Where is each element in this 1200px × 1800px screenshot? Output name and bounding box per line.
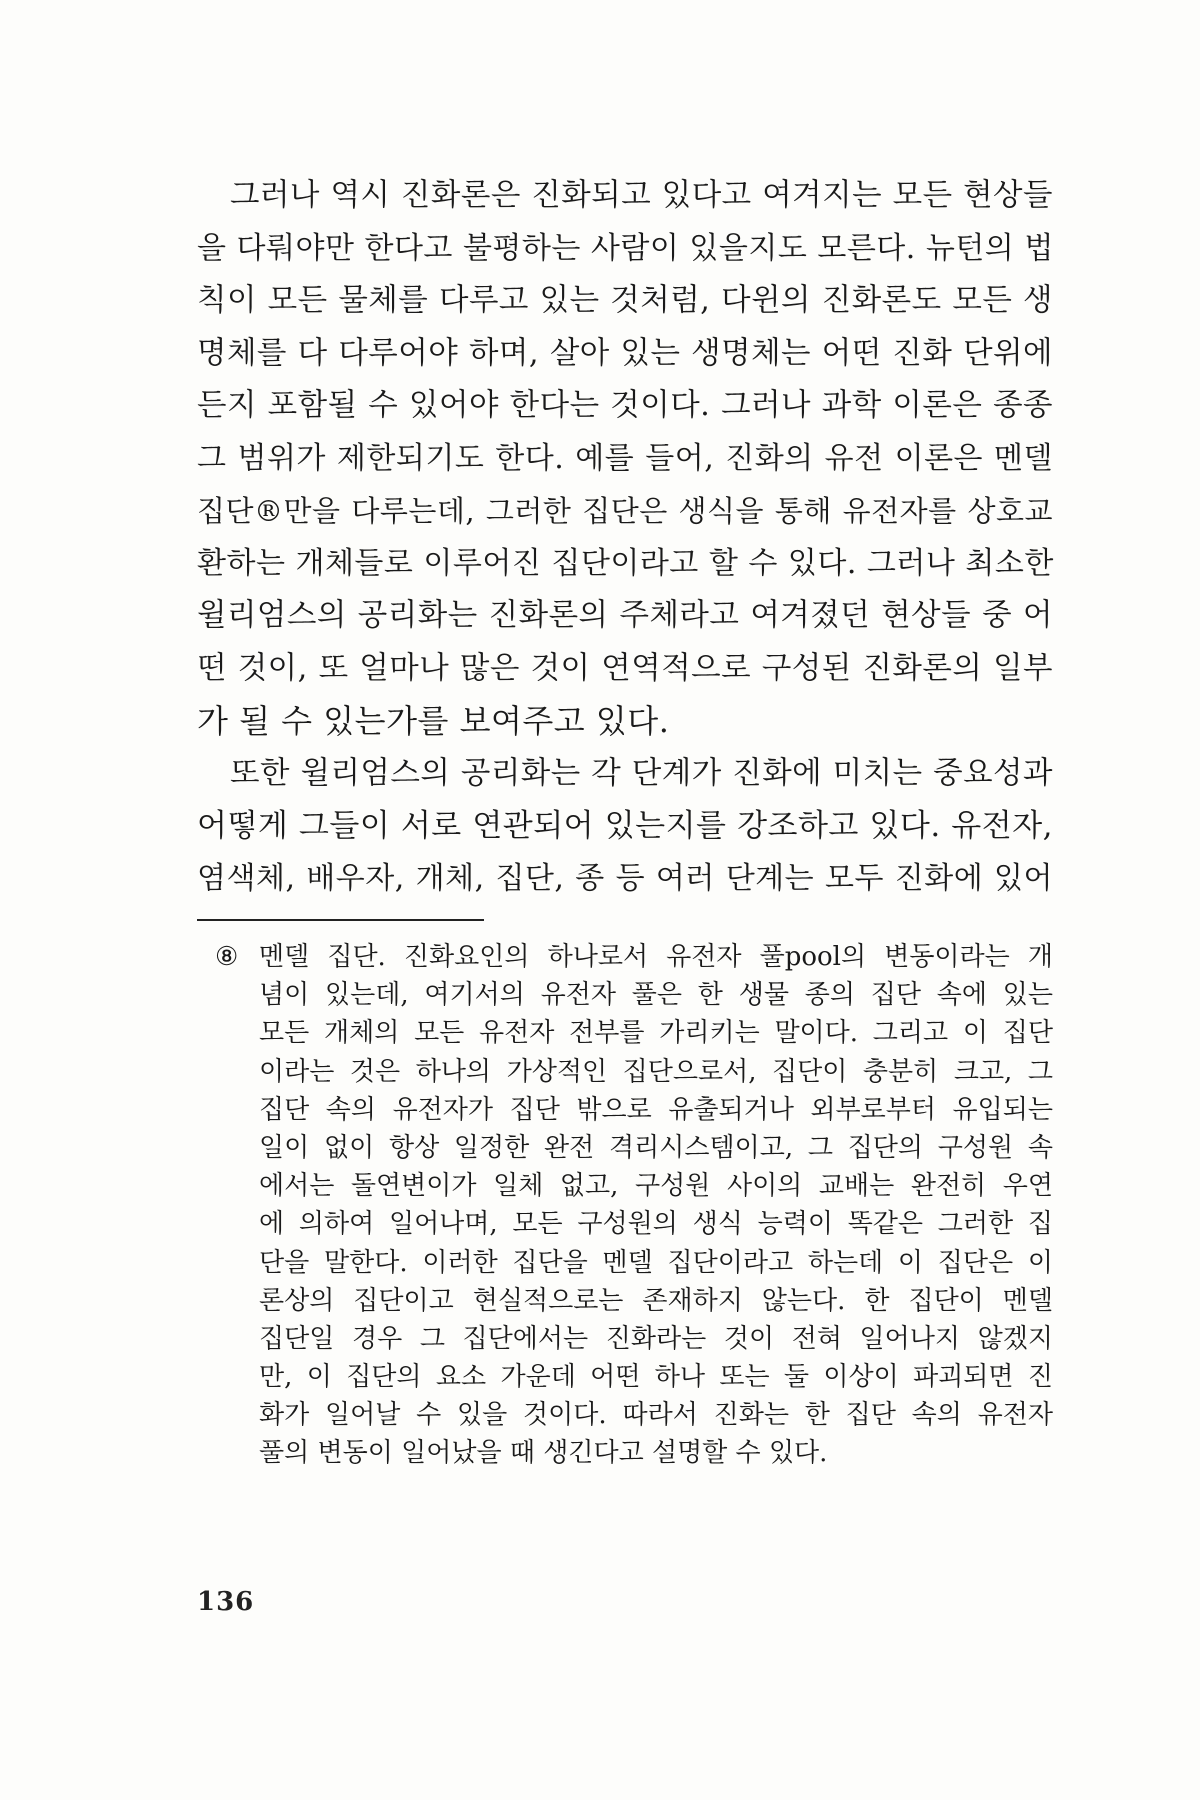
footnote-line: 화가 일어날 수 있을 것이다. 따라서 진화는 한 집단 속의 유전자: [259, 1400, 1053, 1431]
text-line: 집단®만을 다루는데, 그러한 집단은 생식을 통해 유전자를 상호교: [197, 494, 1053, 528]
footnote-divider: [197, 919, 484, 921]
footnote-text: 멘델 집단. 진화요인의 하나로서 유전자 풀pool의 변동이라는 개: [259, 942, 1053, 972]
footnote-line: 집단일 경우 그 집단에서는 진화라는 것이 전혀 일어나지 않겠지: [259, 1323, 1053, 1354]
text-line: 을 다뤄야만 한다고 불평하는 사람이 있을지도 모른다. 뉴턴의 법: [197, 230, 1054, 266]
footnote-line: 집단 속의 유전자가 집단 밖으로 유출되거나 외부로부터 유입되는: [259, 1094, 1053, 1125]
text-line: 칙이 모든 물체를 다루고 있는 것처럼, 다윈의 진화론도 모든 생: [197, 283, 1053, 318]
footnote-line: 에 의하여 일어나며, 모든 구성원의 생식 능력이 똑같은 그러한 집: [259, 1209, 1053, 1240]
footnote-line: 론상의 집단이고 현실적으로는 존재하지 않는다. 한 집단이 멘델: [259, 1285, 1053, 1316]
text-line: 또한 윌리엄스의 공리화는 각 단계가 진화에 미치는 중요성과: [230, 755, 1053, 791]
footnote-line: 이라는 것은 하나의 가상적인 집단으로서, 집단이 충분히 크고, 그: [259, 1056, 1053, 1087]
body-text: [197, 170, 1053, 905]
footnote: [215, 938, 1053, 1473]
text-line: 염색체, 배우자, 개체, 집단, 종 등 여러 단계는 모두 진화에 있어: [197, 860, 1053, 896]
footnote-line: 단을 말한다. 이러한 집단을 멘델 집단이라고 하는데 이 집단은 이: [259, 1247, 1053, 1278]
footnote-line: 에서는 돌연변이가 일체 없고, 구성원 사이의 교배는 완전히 우연: [259, 1171, 1053, 1202]
footnote-line: [215, 938, 1053, 976]
text-line: 어떻게 그들이 서로 연관되어 있는지를 강조하고 있다. 유전자,: [197, 808, 1053, 844]
footnote-line: 념이 있는데, 여기서의 유전자 풀은 한 생물 종의 집단 속에 있는: [259, 980, 1053, 1011]
text-line: 떤 것이, 또 얼마나 많은 것이 연역적으로 구성된 진화론의 일부: [197, 650, 1053, 686]
footnote-line: 만, 이 집단의 요소 가운데 어떤 하나 또는 둘 이상이 파괴되면 진: [259, 1362, 1053, 1393]
text-line: 그러나 역시 진화론은 진화되고 있다고 여겨지는 모든 현상들: [230, 178, 1053, 213]
footnote-marker: ⑧: [215, 942, 239, 972]
text-line: 명체를 다 다루어야 하며, 살아 있는 생명체는 어떤 진화 단위에: [197, 335, 1053, 371]
page-number: 136: [197, 1587, 255, 1617]
text-line: 가 될 수 있는가를 보여주고 있다.: [197, 702, 670, 740]
text-line: 그 범위가 제한되기도 한다. 예를 들어, 진화의 유전 이론은 멘델: [197, 440, 1053, 476]
text-line: 든지 포함될 수 있어야 한다는 것이다. 그러나 과학 이론은 종종: [197, 388, 1053, 423]
footnote-line: 모든 개체의 모든 유전자 전부를 가리키는 말이다. 그리고 이 집단: [259, 1018, 1053, 1049]
text-line: 윌리엄스의 공리화는 진화론의 주체라고 여겨졌던 현상들 중 어: [197, 598, 1053, 633]
footnote-line: 일이 없이 항상 일정한 완전 격리시스템이고, 그 집단의 구성원 속: [259, 1132, 1053, 1163]
footnote-line: 풀의 변동이 일어났을 때 생긴다고 설명할 수 있다.: [259, 1438, 828, 1469]
text-line: 환하는 개체들로 이루어진 집단이라고 할 수 있다. 그러나 최소한: [197, 545, 1054, 581]
